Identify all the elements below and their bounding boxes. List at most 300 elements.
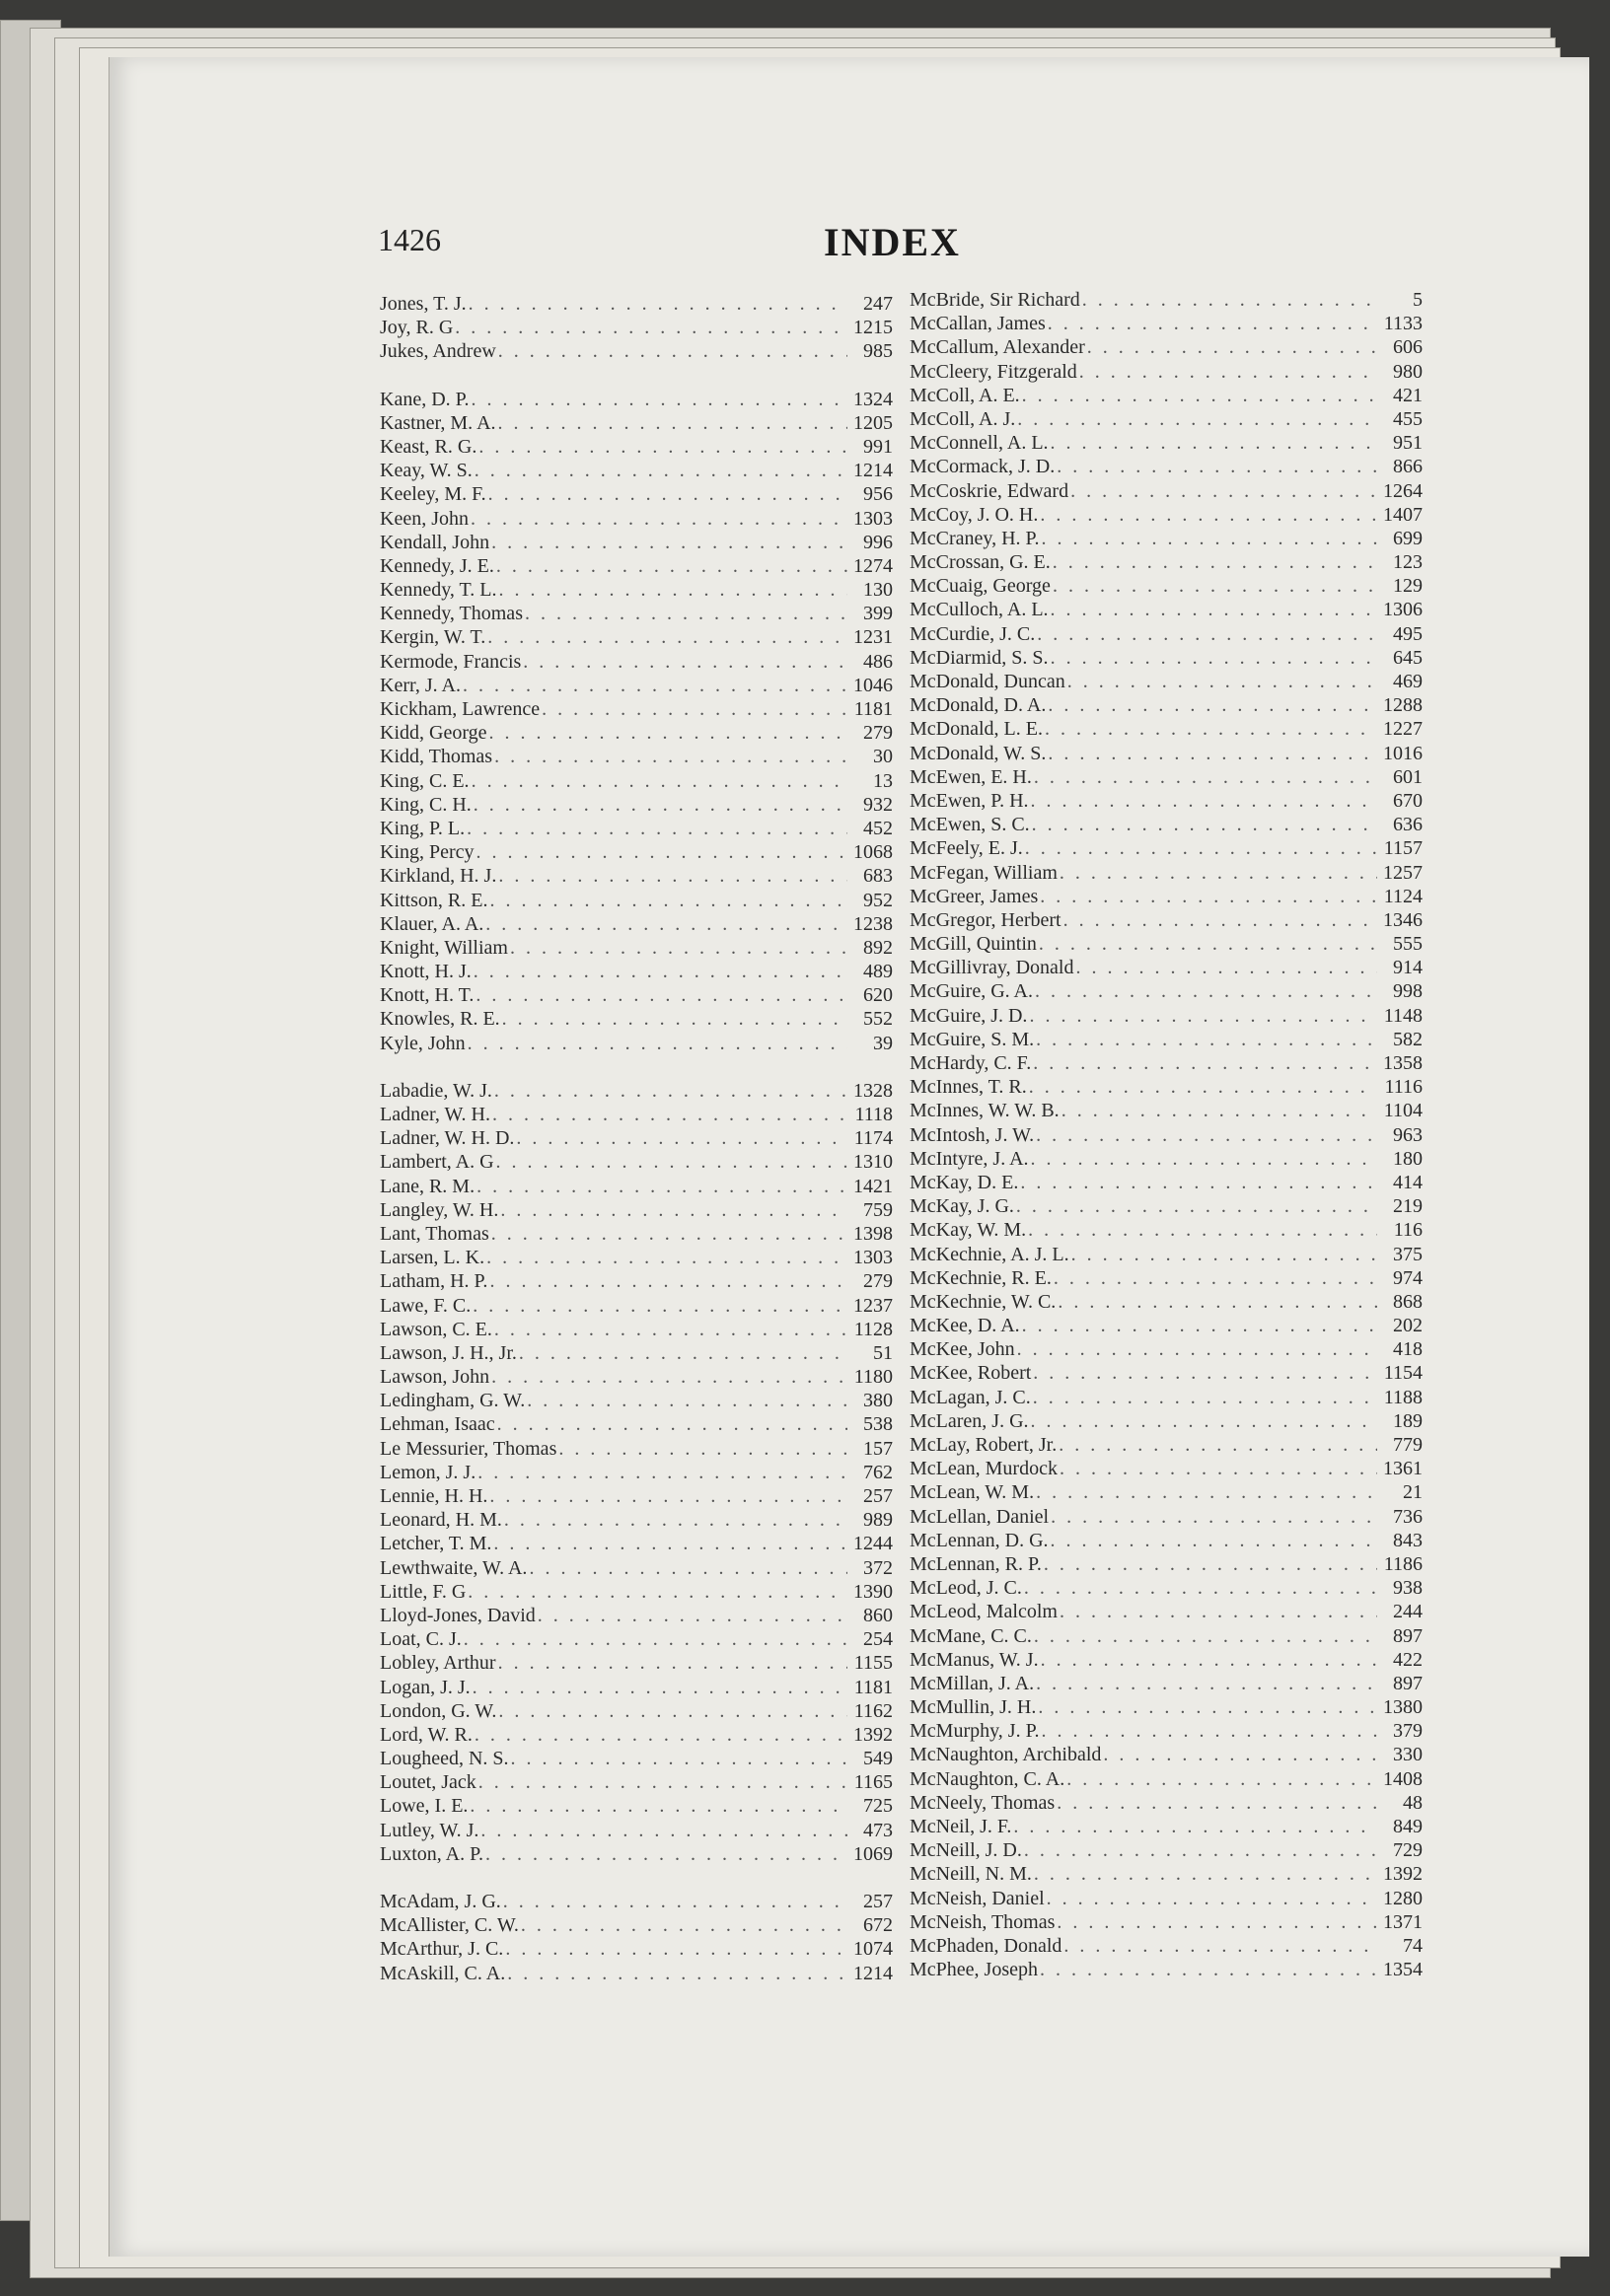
- entry-page-ref: 473: [863, 1819, 893, 1841]
- index-entry: [910, 717, 1423, 741]
- entry-name: McLennan, D. G.: [910, 1529, 1049, 1551]
- entry-name: Latham, H. P.: [380, 1270, 488, 1293]
- index-entry: [380, 864, 893, 888]
- entry-name: Joy, R. G: [380, 317, 454, 339]
- entry-page-ref: 538: [863, 1413, 893, 1436]
- entry-page-ref: 1392: [853, 1723, 893, 1746]
- leader-dots: [1038, 1695, 1377, 1719]
- entry-page-ref: 866: [1393, 456, 1423, 478]
- entry-page-ref: 1324: [853, 388, 893, 410]
- entry-name: Knowles, R. E.: [380, 1008, 500, 1031]
- entry-page-ref: 729: [1393, 1839, 1423, 1862]
- entry-page-ref: 157: [863, 1437, 893, 1460]
- index-entry: [380, 1913, 893, 1937]
- entry-name: McDonald, W. S.: [910, 742, 1047, 764]
- index-entry: [910, 813, 1423, 836]
- entry-page-ref: 489: [863, 961, 893, 983]
- leader-dots: [498, 864, 847, 888]
- leader-dots: [468, 1032, 847, 1055]
- entry-name: Lambert, A. G: [380, 1151, 494, 1174]
- index-entry: [910, 789, 1423, 813]
- entry-page-ref: 1310: [853, 1151, 893, 1174]
- entry-name: King, C. E.: [380, 769, 470, 792]
- entry-name: McEwen, E. H.: [910, 765, 1032, 788]
- entry-page-ref: 244: [1393, 1601, 1423, 1623]
- index-entry: [380, 1580, 893, 1604]
- entry-name: Knight, William: [380, 936, 508, 959]
- entry-name: Letcher, T. M.: [380, 1533, 492, 1555]
- index-entry: [380, 1389, 893, 1412]
- entry-page-ref: 1280: [1383, 1887, 1423, 1909]
- entry-page-ref: 1069: [853, 1842, 893, 1865]
- index-entry: [380, 745, 893, 768]
- leader-dots: [1040, 503, 1377, 527]
- entry-name: Klauer, A. A.: [380, 912, 484, 935]
- leader-dots: [486, 1246, 847, 1269]
- index-entry: [910, 979, 1423, 1003]
- index-entry: [380, 1794, 893, 1818]
- entry-page-ref: 1421: [853, 1175, 893, 1197]
- entry-name: McLennan, R. P.: [910, 1552, 1042, 1575]
- entry-page-ref: 762: [863, 1461, 893, 1483]
- leader-dots: [1053, 574, 1377, 598]
- index-entry: [910, 1743, 1423, 1766]
- leader-dots: [478, 1770, 847, 1794]
- index-entry: [910, 1409, 1423, 1433]
- leader-dots: [498, 411, 847, 435]
- index-entry: [380, 435, 893, 459]
- index-entry: [910, 1480, 1423, 1504]
- entry-page-ref: 219: [1393, 1195, 1423, 1218]
- entry-name: McCuaig, George: [910, 575, 1051, 598]
- index-entry: [910, 885, 1423, 908]
- entry-page-ref: 39: [873, 1032, 893, 1054]
- entry-page-ref: 1181: [853, 1676, 893, 1698]
- leader-dots: [1075, 956, 1377, 979]
- leader-dots: [1057, 1791, 1377, 1815]
- leader-dots: [485, 1842, 847, 1866]
- entry-page-ref: 620: [863, 984, 893, 1007]
- entry-name: McGuire, S. M.: [910, 1028, 1035, 1050]
- entry-page-ref: 670: [1393, 789, 1423, 812]
- entry-page-ref: 1104: [1383, 1100, 1423, 1122]
- index-entry: [910, 1457, 1423, 1480]
- entry-page-ref: 1390: [853, 1580, 893, 1603]
- leader-dots: [474, 960, 847, 983]
- leader-dots: [476, 1175, 847, 1198]
- entry-name: McGill, Quintin: [910, 933, 1037, 956]
- index-entry: [380, 1461, 893, 1484]
- entry-name: McLeod, Malcolm: [910, 1601, 1058, 1623]
- leader-dots: [542, 697, 847, 721]
- leader-dots: [1048, 693, 1377, 717]
- leader-dots: [472, 769, 847, 793]
- entry-name: McCrossan, G. E.: [910, 551, 1051, 574]
- entry-page-ref: 1371: [1383, 1910, 1423, 1933]
- index-entry: [910, 1934, 1423, 1958]
- index-entry: [380, 1103, 893, 1126]
- index-entry: [910, 335, 1423, 359]
- index-entry: [380, 388, 893, 411]
- leader-dots: [476, 840, 847, 864]
- entry-name: McEwen, S. C.: [910, 814, 1030, 836]
- entry-name: Keeley, M. F.: [380, 483, 486, 506]
- entry-page-ref: 1231: [853, 626, 893, 649]
- index-entry: [910, 1361, 1423, 1385]
- entry-page-ref: 1188: [1383, 1386, 1423, 1408]
- index-entry: [910, 1314, 1423, 1337]
- entry-name: Lougheed, N. S.: [380, 1748, 509, 1770]
- index-entry: [380, 1484, 893, 1508]
- entry-page-ref: 1264: [1383, 479, 1423, 502]
- entry-name: Leonard, H. M.: [380, 1509, 502, 1532]
- leader-dots: [487, 625, 847, 649]
- leader-dots: [494, 745, 847, 768]
- leader-dots: [1087, 335, 1377, 359]
- entry-page-ref: 843: [1393, 1529, 1423, 1551]
- leader-dots: [1051, 598, 1377, 621]
- index-entry: [910, 1958, 1423, 1981]
- entry-page-ref: 1174: [853, 1127, 893, 1150]
- index-entry: [380, 482, 893, 506]
- index-entry: [380, 1246, 893, 1269]
- entry-page-ref: 1133: [1383, 313, 1423, 335]
- index-entry: [910, 1529, 1423, 1552]
- entry-page-ref: 257: [863, 1485, 893, 1507]
- entry-name: McColl, A. E.: [910, 384, 1020, 406]
- leader-dots: [1039, 932, 1377, 956]
- index-entry: [910, 670, 1423, 693]
- entry-name: McEwen, P. H.: [910, 789, 1029, 812]
- entry-name: Keast, R. G.: [380, 435, 477, 458]
- leader-dots: [523, 650, 847, 674]
- index-entry: [380, 1294, 893, 1318]
- entry-name: Knott, H. T.: [380, 984, 475, 1007]
- entry-page-ref: 1392: [1383, 1863, 1423, 1886]
- index-entry: [910, 1171, 1423, 1194]
- entry-page-ref: 952: [863, 889, 893, 911]
- entry-page-ref: 495: [1393, 622, 1423, 645]
- entry-name: McDonald, Duncan: [910, 671, 1065, 692]
- index-entry: [380, 1556, 893, 1580]
- entry-name: Ladner, W. H. D.: [380, 1127, 515, 1150]
- index-entry: [910, 1433, 1423, 1457]
- index-entry: [380, 1269, 893, 1293]
- entry-name: Le Messurier, Thomas: [380, 1437, 557, 1460]
- entry-page-ref: 1180: [853, 1366, 893, 1389]
- index-entry: [380, 1627, 893, 1651]
- entry-name: Langley, W. H.: [380, 1198, 499, 1221]
- entry-name: McLagan, J. C.: [910, 1386, 1031, 1408]
- leader-dots: [1041, 1648, 1377, 1672]
- entry-name: Kendall, John: [380, 531, 490, 553]
- leader-dots: [1103, 1743, 1377, 1766]
- entry-name: Ledingham, G. W.: [380, 1390, 526, 1412]
- entry-name: McKee, D. A.: [910, 1315, 1020, 1337]
- leader-dots: [1051, 1505, 1377, 1529]
- leader-dots: [1036, 1480, 1377, 1504]
- leader-dots: [1053, 550, 1377, 574]
- entry-page-ref: 421: [1393, 384, 1423, 406]
- index-entry: [910, 1887, 1423, 1910]
- entry-page-ref: 279: [863, 1270, 893, 1293]
- entry-page-ref: 1238: [853, 912, 893, 935]
- entry-name: McGuire, J. D.: [910, 1004, 1028, 1027]
- entry-page-ref: 1118: [854, 1104, 893, 1125]
- entry-page-ref: 452: [863, 817, 893, 839]
- leader-dots: [1013, 1815, 1377, 1838]
- leader-dots: [1057, 455, 1377, 478]
- entry-page-ref: 330: [1393, 1744, 1423, 1766]
- entry-page-ref: 1016: [1383, 742, 1423, 764]
- entry-page-ref: 552: [863, 1008, 893, 1031]
- leader-dots: [470, 1794, 847, 1818]
- entry-page-ref: 991: [863, 435, 893, 458]
- index-entry: [910, 1266, 1423, 1290]
- entry-name: McLay, Robert, Jr.: [910, 1434, 1058, 1456]
- index-entry: [910, 407, 1423, 431]
- leader-dots: [1016, 1194, 1377, 1218]
- index-entry: [380, 721, 893, 745]
- leader-dots: [1036, 1123, 1377, 1147]
- leader-dots: [1017, 407, 1377, 431]
- entry-page-ref: 914: [1393, 957, 1423, 979]
- leader-dots: [1047, 1887, 1377, 1910]
- entry-name: McGuire, G. A.: [910, 980, 1033, 1003]
- entry-page-ref: 1157: [1383, 837, 1423, 860]
- leader-dots: [1045, 717, 1377, 741]
- entry-page-ref: 1068: [853, 841, 893, 864]
- index-entry: [380, 625, 893, 649]
- entry-name: McBride, Sir Richard: [910, 289, 1080, 311]
- index-entry: [380, 1723, 893, 1747]
- entry-name: King, Percy: [380, 841, 475, 864]
- entry-page-ref: 51: [873, 1341, 893, 1364]
- index-entry: [910, 1051, 1423, 1075]
- entry-name: Labadie, W. J.: [380, 1079, 492, 1102]
- leader-dots: [491, 531, 847, 554]
- leader-dots: [496, 1150, 847, 1174]
- leader-dots: [469, 292, 847, 316]
- leader-dots: [1036, 1028, 1377, 1051]
- entry-page-ref: 486: [863, 650, 893, 673]
- index-entry: [910, 1123, 1423, 1147]
- entry-page-ref: 699: [1393, 527, 1423, 549]
- entry-page-ref: 1128: [853, 1318, 893, 1340]
- entry-name: McColl, A. J.: [910, 407, 1016, 430]
- entry-page-ref: 606: [1393, 336, 1423, 359]
- leader-dots: [485, 912, 847, 936]
- index-entry: [380, 1508, 893, 1532]
- entry-name: McGreer, James: [910, 885, 1039, 907]
- entry-page-ref: 1181: [853, 698, 893, 720]
- leader-dots: [504, 1508, 847, 1532]
- entry-page-ref: 759: [863, 1198, 893, 1221]
- entry-page-ref: 725: [863, 1795, 893, 1818]
- leader-dots: [521, 1913, 847, 1937]
- leader-dots: [478, 435, 847, 459]
- entry-name: McNaughton, Archibald: [910, 1744, 1102, 1766]
- leader-dots: [1024, 1838, 1377, 1862]
- leader-dots: [1070, 479, 1377, 503]
- entry-page-ref: 1257: [1383, 861, 1423, 884]
- index-entry: [910, 1624, 1423, 1648]
- entry-name: McMillan, J. A.: [910, 1672, 1035, 1694]
- entry-name: Lloyd-Jones, David: [380, 1604, 536, 1626]
- entry-name: McIntyre, J. A.: [910, 1147, 1029, 1170]
- leader-dots: [558, 1437, 847, 1461]
- entry-page-ref: 980: [1393, 360, 1423, 383]
- entry-name: McKay, W. M.: [910, 1219, 1027, 1242]
- leader-dots: [1067, 670, 1377, 693]
- leader-dots: [1051, 431, 1377, 455]
- leader-dots: [538, 1604, 847, 1627]
- entry-name: London, G. W.: [380, 1699, 497, 1722]
- leader-dots: [1017, 1337, 1377, 1361]
- entry-page-ref: 1354: [1383, 1959, 1423, 1981]
- leader-dots: [503, 1890, 847, 1913]
- entry-name: McPhaden, Donald: [910, 1934, 1062, 1957]
- entry-page-ref: 414: [1393, 1171, 1423, 1193]
- index-entry: [910, 1838, 1423, 1862]
- entry-name: Lehman, Isaac: [380, 1413, 495, 1436]
- leader-dots: [1048, 312, 1377, 335]
- entry-page-ref: 180: [1393, 1147, 1423, 1170]
- leader-dots: [1042, 1719, 1378, 1743]
- leader-dots: [1031, 1409, 1377, 1433]
- index-entry: [910, 479, 1423, 503]
- entry-name: McLaren, J. G.: [910, 1409, 1029, 1432]
- entry-name: McArthur, J. C.: [380, 1938, 504, 1961]
- index-entry: [910, 598, 1423, 621]
- entry-name: McMurphy, J. P.: [910, 1720, 1040, 1743]
- entry-page-ref: 1398: [853, 1222, 893, 1245]
- index-entry: [910, 503, 1423, 527]
- index-entry: [380, 292, 893, 316]
- entry-name: Kergin, W. T.: [380, 626, 486, 649]
- entry-page-ref: 951: [1393, 432, 1423, 455]
- entry-page-ref: 736: [1393, 1505, 1423, 1528]
- entry-name: McNeill, J. D.: [910, 1839, 1022, 1862]
- entry-page-ref: 375: [1393, 1243, 1423, 1265]
- leader-dots: [1057, 1910, 1377, 1934]
- index-entry: [380, 1699, 893, 1723]
- leader-dots: [491, 1365, 847, 1389]
- index-entry: [380, 554, 893, 578]
- leader-dots: [1034, 1624, 1377, 1648]
- leader-dots: [489, 889, 847, 912]
- entry-name: McAdam, J. G.: [380, 1891, 501, 1912]
- index-entry: [380, 1819, 893, 1842]
- entry-name: Kastner, M. A.: [380, 411, 496, 434]
- entry-page-ref: 1124: [1383, 885, 1423, 907]
- leader-dots: [467, 817, 847, 840]
- entry-page-ref: 1155: [853, 1652, 893, 1675]
- index-entry: [910, 646, 1423, 670]
- leader-dots: [505, 1937, 847, 1961]
- leader-dots: [1025, 836, 1377, 860]
- entry-name: King, P. L.: [380, 817, 466, 839]
- entry-page-ref: 985: [863, 340, 893, 363]
- index-entry: [380, 1222, 893, 1246]
- entry-page-ref: 932: [863, 793, 893, 816]
- index-entry: [380, 411, 893, 435]
- index-entry: [910, 1243, 1423, 1266]
- index-entry: [910, 1672, 1423, 1695]
- index-column-right: [910, 288, 1423, 1981]
- entry-page-ref: 1162: [853, 1699, 893, 1722]
- leader-dots: [1034, 1862, 1377, 1886]
- leader-dots: [494, 1079, 847, 1103]
- entry-page-ref: 399: [863, 603, 893, 625]
- leader-dots: [491, 1222, 847, 1246]
- index-entry: [380, 1676, 893, 1699]
- entry-name: Lawe, F. C.: [380, 1294, 472, 1317]
- entry-name: McIntosh, J. W.: [910, 1123, 1035, 1146]
- entry-name: McLeod, J. C.: [910, 1577, 1022, 1600]
- index-entry: [910, 1075, 1423, 1099]
- entry-page-ref: 956: [863, 483, 893, 506]
- entry-name: McKechnie, A. J. L.: [910, 1243, 1069, 1265]
- entry-name: McNeill, N. M.: [910, 1863, 1032, 1886]
- index-entry: [910, 455, 1423, 478]
- entry-page-ref: 645: [1393, 646, 1423, 669]
- leader-dots: [500, 1198, 847, 1222]
- index-entry: [380, 1150, 893, 1174]
- index-entry: [910, 1600, 1423, 1623]
- index-entry: [910, 1028, 1423, 1051]
- entry-name: King, C. H.: [380, 793, 472, 816]
- entry-name: McConnell, A. L.: [910, 432, 1049, 455]
- index-entry: [910, 742, 1423, 765]
- entry-name: Lant, Thomas: [380, 1222, 489, 1245]
- leader-dots: [1031, 789, 1377, 813]
- index-entry: [380, 697, 893, 721]
- leader-dots: [1029, 1075, 1377, 1099]
- leader-dots: [477, 1461, 847, 1484]
- leader-dots: [1051, 646, 1377, 670]
- entry-page-ref: 1165: [853, 1771, 893, 1794]
- index-entry: [380, 840, 893, 864]
- index-entry: [910, 1218, 1423, 1242]
- entry-page-ref: 1407: [1383, 503, 1423, 526]
- entry-page-ref: 1227: [1383, 718, 1423, 741]
- index-entry: [910, 288, 1423, 312]
- index-entry: [380, 1175, 893, 1198]
- index-entry: [910, 1576, 1423, 1600]
- index-entry: [910, 861, 1423, 885]
- index-entry: [380, 793, 893, 817]
- entry-page-ref: 422: [1393, 1648, 1423, 1671]
- entry-name: McKay, J. G.: [910, 1195, 1014, 1218]
- entry-name: McKechnie, R. E.: [910, 1266, 1052, 1289]
- entry-name: Kirkland, H. J.: [380, 865, 497, 888]
- entry-page-ref: 1358: [1383, 1052, 1423, 1074]
- entry-name: McCraney, H. P.: [910, 527, 1040, 549]
- entry-name: McKee, John: [910, 1338, 1015, 1361]
- leader-dots: [511, 1747, 847, 1770]
- index-entry: [910, 693, 1423, 717]
- entry-page-ref: 1214: [853, 460, 893, 482]
- index-entry: [910, 1552, 1423, 1576]
- leader-dots: [1048, 742, 1377, 765]
- leader-dots: [498, 1699, 847, 1723]
- leader-dots: [1031, 1147, 1377, 1171]
- leader-dots: [473, 1294, 847, 1318]
- index-entry: [380, 1532, 893, 1555]
- leader-dots: [1036, 1672, 1377, 1695]
- group-spacer: [380, 1055, 893, 1079]
